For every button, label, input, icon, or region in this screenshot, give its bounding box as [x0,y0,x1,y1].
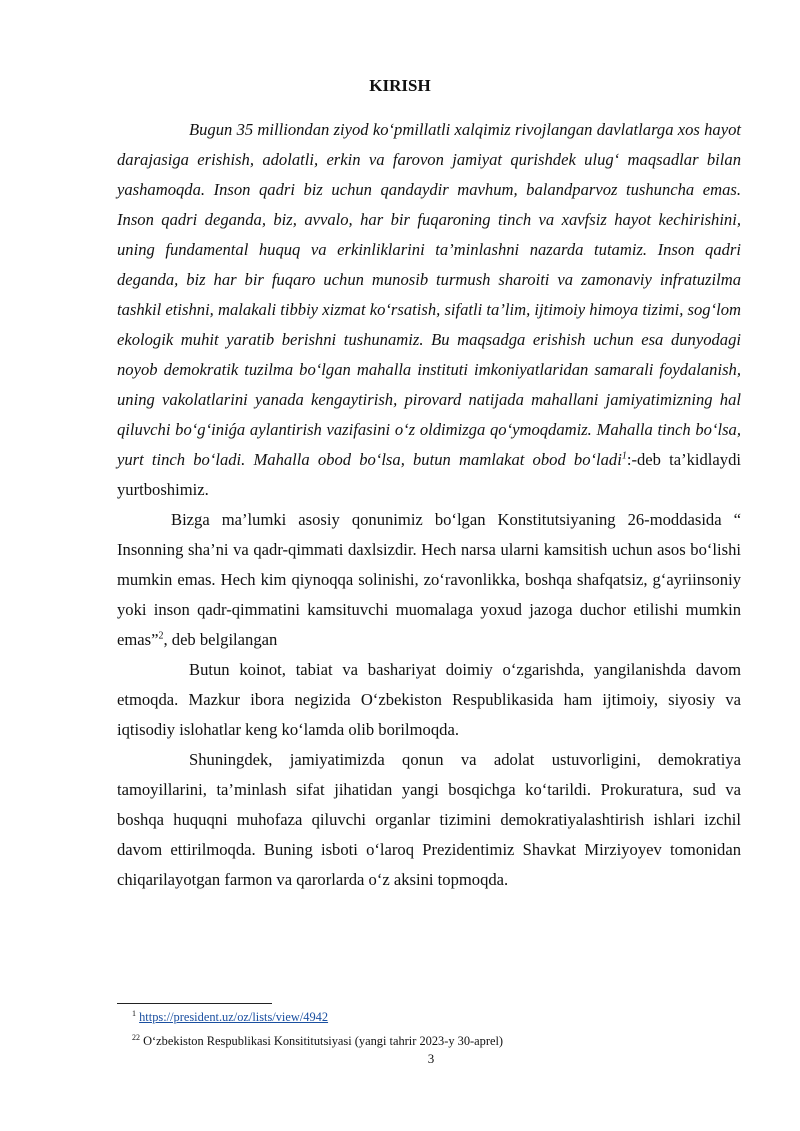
paragraph-constitution [117,505,741,655]
paragraph-justice: Shuningdek, jamiyatimizda qonun va adolat ustuvorligini, demokratiya tamoyillarini, ta’minlash sifat jihatidan yangi bosqichga ko‘tarildi. Prokuratura, sud va boshqa huquqni muhofaza qiluvchi organlar tizimini demokratiyalashtirish ishlari izchil davom ettirilmoqda. Buning isboti o‘laroq Prezidentimiz Shavkat Mirziyoyev tomonidan chiqarilayotgan farmon va qarorlarda o‘z aksini topmoqda. [117,750,741,889]
footnote-2 [132,1033,503,1049]
quote-attribution: :-deb ta’kidlaydi yurtboshimiz. [117,450,741,499]
footnote-text: O‘zbekiston Respublikasi Konsititutsiyasi (yangi tahrir 2023-y 30-aprel) [143,1034,504,1048]
paragraph-reforms: Butun koinot, tabiat va bashariyat doimiy o‘zgarishda, yangilanishda davom etmoqda. Mazkur ibora negizida O‘zbekiston Respublikasida ham ijtimoiy, siyosiy va iqtisodiy islohatlar keng ko‘lamda olib borilmoqda. [117,660,741,739]
footnote-marker: 1 [132,1008,136,1018]
footnote-link[interactable]: https://president.uz/oz/lists/view/4942 [139,1010,329,1024]
footnote-ref-2[interactable]: 2 [158,630,164,642]
page-number: 3 [427,1051,435,1066]
paragraph-quote [117,115,741,505]
quote-text: Bugun 35 milliondan ziyod ko‘pmillatli xalqimiz rivojlangan davlatlarga xos hayot darajasiga erishish, adolatli, erkin va farovon jamiyat qurishdek ulug‘ maqsadlar bilan yashamoqda. Inson qadri biz uchun qandaydir mavhum, balandparvoz tushuncha emas. Inson qadri deganda, biz, avvalo, har bir fuqaroning tinch va xavfsiz hayot kechirishini, uning fundamental huquq va erkinliklarini ta’minlashni nazarda tutamiz. Inson qadri deganda, biz har bir fuqaro uchun munosib turmush sharoiti va zamonaviy infratuzilma tashkil etishni, malakali tibbiy xizmat ko‘rsatish, sifatli ta’lim, ijtimoiy himoya tizimi, sog‘lom ekologik muhit yaratib berishni tushunamiz. Bu maqsadga erishish uchun esa dunyodagi noyob demokratik tuzilma bo‘lgan mahalla instituti imkoniyatlaridan samarali foydalanish, uning vakolatlarini yanada kengaytirish, pirovard natijada mahallani jamiyatimizning hal qiluvchi bo‘g‘iniǵa aylantirish vazifasini o‘z oldimizga qo‘ymoqdamiz. Mahalla tinch bo‘lsa, yurt tinch bo‘ladi. Mahalla obod bo‘lsa, butun mamlakat obod bo‘ladi [117,120,741,469]
footnote-ref-1[interactable]: 1 [621,450,627,462]
footnote-marker: 22 [132,1032,140,1042]
constitution-trailing: , deb belgilangan [163,630,278,649]
footnote-divider [117,1003,272,1004]
document-body [117,115,741,895]
page-title: KIRISH [369,76,431,95]
constitution-text: Bizga ma’lumki asosiy qonunimiz bo‘lgan Konstitutsiyaning 26-moddasida “ Insonning sha’ni va qadr-qimmati daxlsizdir. Hech narsa ularni kamsitish uchun asos bo‘lishi mumkin emas. Hech kim qiynoqqa solinishi, zo‘ravonlikka, boshqa shafqatsiz, g‘ayriinsoniy yoki inson qadr-qimmatini kamsituvchi muomalaga yoxud jazoga duchor etilishi mumkin emas” [117,510,741,649]
footnote-1 [132,1009,328,1025]
